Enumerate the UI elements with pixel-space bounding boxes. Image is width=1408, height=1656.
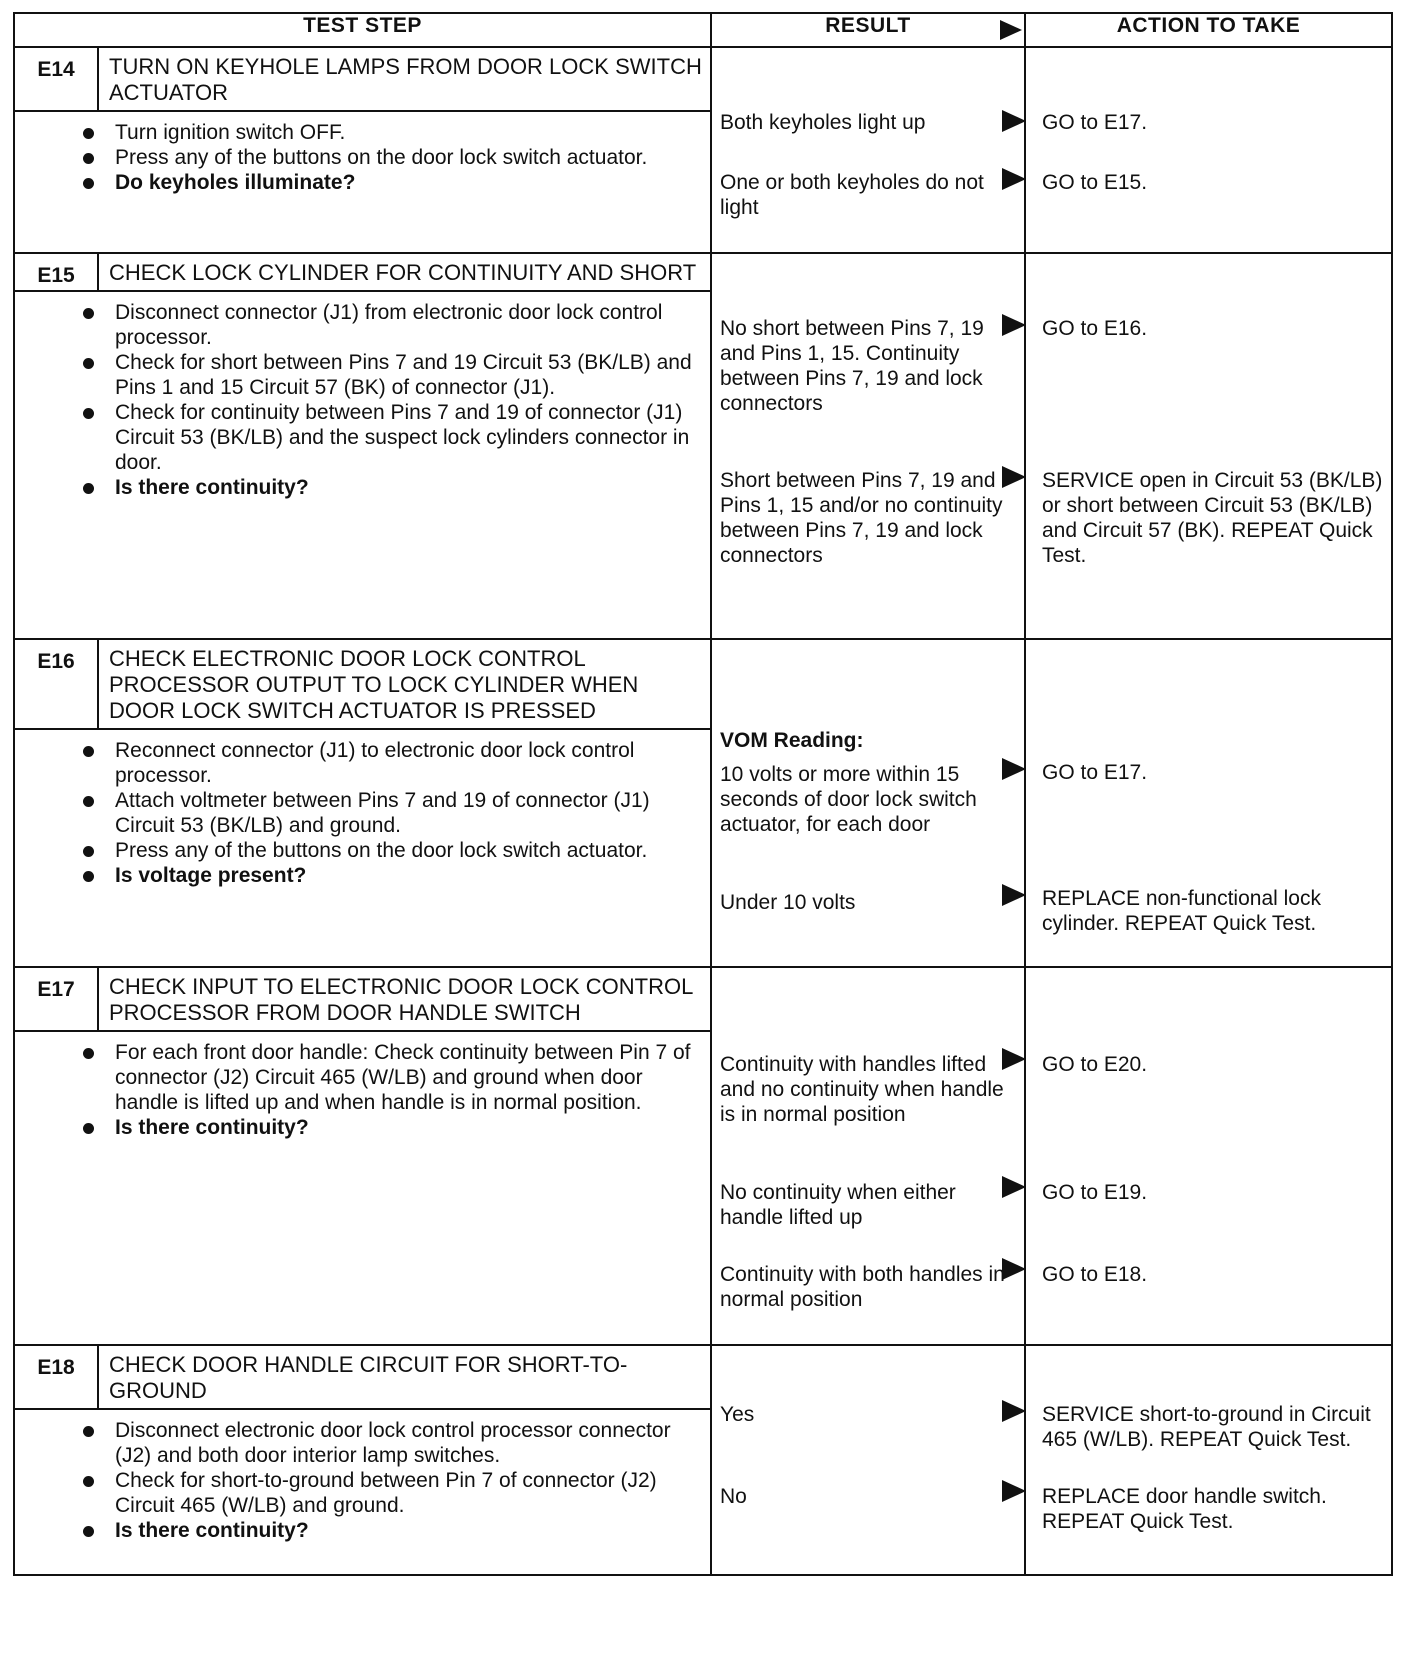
step-title: CHECK INPUT TO ELECTRONIC DOOR LOCK CONTROL PROCESSOR FROM DOOR HANDLE SWITCH bbox=[109, 974, 693, 1025]
arrow-right-icon bbox=[1002, 1258, 1026, 1280]
result-item: 10 volts or more within 15 seconds of door lock switch actuator, for each door bbox=[720, 763, 977, 836]
result-item: Under 10 volts bbox=[720, 891, 856, 914]
test-step-header: TEST STEP bbox=[14, 13, 711, 47]
step-header bbox=[15, 1346, 710, 1410]
test-step-cell bbox=[14, 639, 711, 967]
instruction-item: Press any of the buttons on the door lock switch actuator. bbox=[115, 145, 700, 170]
result-item: No continuity when either handle lifted up bbox=[720, 1181, 956, 1229]
action-cell bbox=[1025, 47, 1392, 253]
arrow-right-icon bbox=[1002, 466, 1026, 488]
instruction-item: Disconnect connector (J1) from electronic door lock control processor. bbox=[115, 300, 700, 350]
instruction-question: Do keyholes illuminate? bbox=[115, 170, 700, 195]
step-instructions bbox=[15, 1032, 710, 1150]
arrow-right-icon bbox=[1002, 1176, 1026, 1198]
header-row bbox=[14, 13, 1392, 47]
instruction-item: For each front door handle: Check continuity between Pin 7 of connector (J2) Circuit 465 (W/LB) and ground when door handle is lifted up and when handle is in normal position. bbox=[115, 1040, 700, 1115]
instruction-item: Attach voltmeter between Pins 7 and 19 of connector (J1) Circuit 53 (BK/LB) and ground. bbox=[115, 788, 700, 838]
test-step-cell bbox=[14, 967, 711, 1345]
result-item: One or both keyholes do not light bbox=[720, 171, 984, 219]
result-item: Both keyholes light up bbox=[720, 111, 926, 134]
instruction-item: Reconnect connector (J1) to electronic door lock control processor. bbox=[115, 738, 700, 788]
arrow-right-icon bbox=[1002, 168, 1026, 190]
result-cell bbox=[711, 967, 1025, 1345]
result-intro: VOM Reading: bbox=[720, 729, 864, 752]
arrow-right-icon bbox=[1000, 20, 1022, 40]
instruction-question: Is there continuity? bbox=[115, 475, 700, 500]
instruction-item: Turn ignition switch OFF. bbox=[115, 120, 700, 145]
action-item: GO to E17. bbox=[1042, 761, 1148, 784]
result-cell bbox=[711, 639, 1025, 967]
step-title: CHECK DOOR HANDLE CIRCUIT FOR SHORT-TO-GROUND bbox=[109, 1352, 628, 1403]
step-row-e16 bbox=[14, 639, 1392, 967]
step-id: E18 bbox=[15, 1346, 99, 1408]
result-cell bbox=[711, 1345, 1025, 1575]
step-title: TURN ON KEYHOLE LAMPS FROM DOOR LOCK SWITCH ACTUATOR bbox=[109, 54, 702, 105]
test-step-cell bbox=[14, 47, 711, 253]
action-cell bbox=[1025, 639, 1392, 967]
step-header bbox=[15, 48, 710, 112]
action-cell bbox=[1025, 1345, 1392, 1575]
step-id: E16 bbox=[15, 640, 99, 728]
step-instructions bbox=[15, 730, 710, 898]
arrow-right-icon bbox=[1002, 884, 1026, 906]
step-header bbox=[15, 640, 710, 730]
step-instructions bbox=[15, 292, 710, 510]
action-header: ACTION TO TAKE bbox=[1025, 13, 1392, 47]
instruction-item: Check for short between Pins 7 and 19 Circuit 53 (BK/LB) and Pins 1 and 15 Circuit 57 (BK) of connector (J1). bbox=[115, 350, 700, 400]
result-item: Yes bbox=[720, 1403, 755, 1426]
test-step-cell bbox=[14, 253, 711, 639]
action-item: GO to E16. bbox=[1042, 317, 1148, 340]
step-id: E14 bbox=[15, 48, 99, 110]
arrow-right-icon bbox=[1002, 758, 1026, 780]
instruction-question: Is there continuity? bbox=[115, 1115, 700, 1140]
action-cell bbox=[1025, 967, 1392, 1345]
step-instructions bbox=[15, 1410, 710, 1553]
step-instructions bbox=[15, 112, 710, 205]
result-cell bbox=[711, 47, 1025, 253]
action-item: GO to E19. bbox=[1042, 1181, 1148, 1204]
step-row-e14 bbox=[14, 47, 1392, 253]
action-cell bbox=[1025, 253, 1392, 639]
action-item: REPLACE non-functional lock cylinder. REPEAT Quick Test. bbox=[1042, 887, 1321, 935]
result-item: Short between Pins 7, 19 and Pins 1, 15 and/or no continuity between Pins 7, 19 and lock connectors bbox=[720, 469, 1003, 567]
result-header bbox=[711, 13, 1025, 47]
result-item: Continuity with both handles in normal position bbox=[720, 1263, 1005, 1311]
action-item: SERVICE short-to-ground in Circuit 465 (W/LB). REPEAT Quick Test. bbox=[1042, 1403, 1371, 1451]
result-cell bbox=[711, 253, 1025, 639]
instruction-item: Check for continuity between Pins 7 and 19 of connector (J1) Circuit 53 (BK/LB) and the suspect lock cylinders connector in door. bbox=[115, 400, 700, 475]
action-item: GO to E18. bbox=[1042, 1263, 1148, 1286]
result-item: Continuity with handles lifted and no continuity when handle is in normal position bbox=[720, 1053, 1004, 1126]
arrow-right-icon bbox=[1002, 1400, 1026, 1422]
instruction-item: Disconnect electronic door lock control processor connector (J2) and both door interior lamp switches. bbox=[115, 1418, 700, 1468]
step-title: CHECK LOCK CYLINDER FOR CONTINUITY AND SHORT bbox=[109, 260, 697, 285]
arrow-right-icon bbox=[1002, 1480, 1026, 1502]
test-step-cell bbox=[14, 1345, 711, 1575]
instruction-question: Is voltage present? bbox=[115, 863, 700, 888]
action-item: GO to E20. bbox=[1042, 1053, 1148, 1076]
step-row-e17 bbox=[14, 967, 1392, 1345]
instruction-question: Is there continuity? bbox=[115, 1518, 700, 1543]
action-item: SERVICE open in Circuit 53 (BK/LB) or short between Circuit 53 (BK/LB) and Circuit 57 (BK). REPEAT Quick Test. bbox=[1042, 469, 1383, 567]
step-id: E17 bbox=[15, 968, 99, 1030]
step-header bbox=[15, 254, 710, 292]
step-title: CHECK ELECTRONIC DOOR LOCK CONTROL PROCESSOR OUTPUT TO LOCK CYLINDER WHEN DOOR LOCK SWITCH ACTUATOR IS PRESSED bbox=[109, 646, 639, 723]
diagnostic-table bbox=[13, 12, 1393, 1576]
step-row-e15 bbox=[14, 253, 1392, 639]
arrow-right-icon bbox=[1002, 314, 1026, 336]
arrow-right-icon bbox=[1002, 110, 1026, 132]
action-item: REPLACE door handle switch. REPEAT Quick Test. bbox=[1042, 1485, 1327, 1533]
instruction-item: Press any of the buttons on the door lock switch actuator. bbox=[115, 838, 700, 863]
step-id: E15 bbox=[15, 254, 99, 290]
action-item: GO to E17. bbox=[1042, 111, 1148, 134]
action-item: GO to E15. bbox=[1042, 171, 1148, 194]
step-header bbox=[15, 968, 710, 1032]
arrow-right-icon bbox=[1002, 1048, 1026, 1070]
instruction-item: Check for short-to-ground between Pin 7 of connector (J2) Circuit 465 (W/LB) and ground. bbox=[115, 1468, 700, 1518]
result-item: No short between Pins 7, 19 and Pins 1, 15. Continuity between Pins 7, 19 and lock connectors bbox=[720, 317, 984, 415]
result-item: No bbox=[720, 1485, 747, 1508]
result-header-label: RESULT bbox=[825, 14, 911, 37]
step-row-e18 bbox=[14, 1345, 1392, 1575]
